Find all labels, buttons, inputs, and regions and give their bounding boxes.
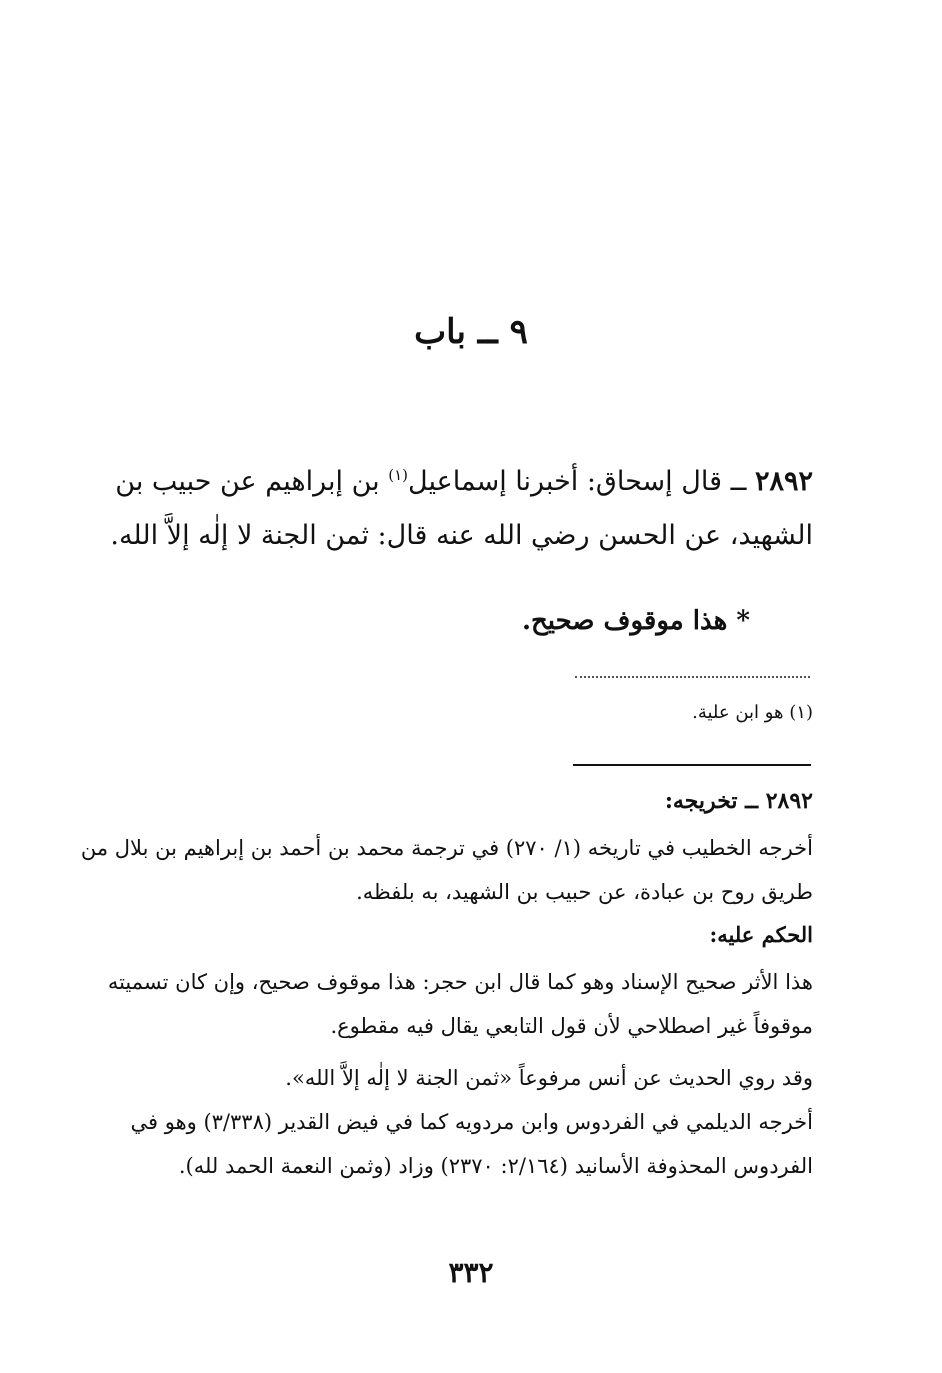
page-number: ٣٣٢ — [448, 1256, 494, 1289]
footnote-divider — [575, 676, 810, 678]
marfu-paragraph: وقد روي الحديث عن أنس مرفوعاً «ثمن الجنة لا إلٰه إلاَّ الله». — [285, 1066, 813, 1090]
hadith-text — [78, 448, 813, 563]
hadith-number: ٢٨٩٢ — [754, 466, 813, 497]
footnote-marker: (١) — [388, 466, 409, 484]
takhrij-title: ٢٨٩٢ ــ تخريجه: — [664, 788, 813, 814]
takhrij-text: أخرجه الخطيب في تاريخه (١/ ٢٧٠) في ترجمة محمد بن أحمد بن إبراهيم بن بلال من طريق روح بن عبادة، عن حبيب بن الشهيد، به بلفظه. — [80, 836, 813, 904]
hadith-verdict: * هذا موقوف صحيح. — [521, 606, 750, 636]
daylami-paragraph: أخرجه الديلمي في الفردوس وابن مردويه كما في فيض القدير (٣/٣٣٨) وهو في الفردوس المحذوفة الأسانيد (٢/١٦٤: ٢٣٧٠) وزاد (وثمن النعمة الحمد لله). — [130, 1110, 813, 1178]
chapter-heading: ٩ ــ باب — [414, 312, 528, 352]
hukm-text: هذا الأثر صحيح الإسناد وهو كما قال ابن حجر: هذا موقوف صحيح، وإن كان تسميته موقوفاً غير اصطلاحي لأن قول التابعي يقال فيه مقطوع. — [107, 970, 813, 1038]
hukm-title: الحكم عليه: — [709, 922, 813, 947]
hadith-text-part-a: ــ قال إسحاق: أخبرنا إسماعيل — [408, 466, 755, 497]
footnote: (١) هو ابن علية. — [692, 702, 813, 723]
hadith-text-part-b: بن إبراهيم عن حبيب بن الشهيد، عن الحسن رضي الله عنه قال: ثمن الجنة لا إلٰه إلاَّ الله. — [110, 466, 813, 551]
section-divider — [573, 764, 811, 766]
